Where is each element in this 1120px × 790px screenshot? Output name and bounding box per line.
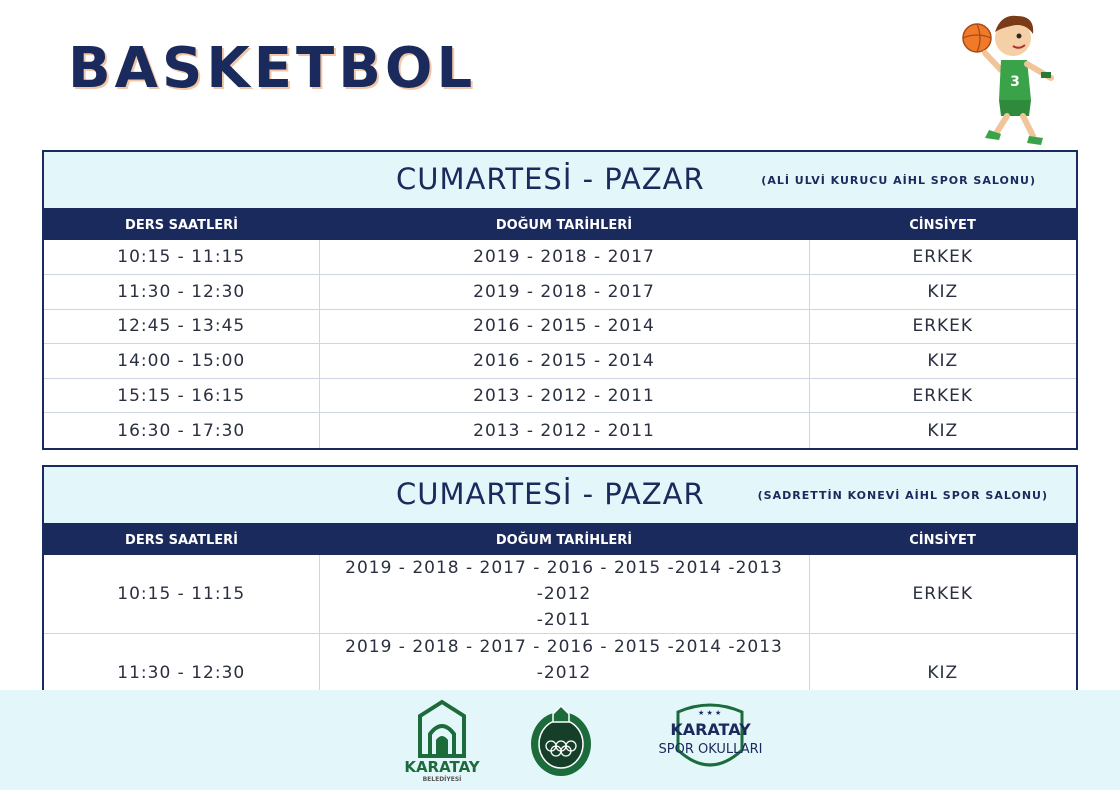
table-row	[44, 344, 1076, 379]
cell-gender: KIZ	[809, 275, 1076, 310]
cell-time: 12:45 - 13:45	[44, 309, 319, 344]
schedule-table-1	[42, 150, 1078, 450]
table-row	[44, 555, 1076, 634]
column-header-gender: CİNSİYET	[809, 525, 1076, 555]
table-header-row	[44, 210, 1076, 240]
cell-birth-years: 2016 - 2015 - 2014	[319, 309, 809, 344]
belediye-spor-emblem-icon	[527, 700, 595, 780]
cell-gender: ERKEK	[809, 240, 1076, 275]
page-title: BASKETBOL	[68, 36, 477, 101]
schedule-banner	[44, 152, 1076, 210]
karatay-logo-sub: BELEDİYESİ	[422, 776, 462, 783]
karatay-logo-name: KARATAY	[404, 758, 480, 776]
cell-time: 11:30 - 12:30	[44, 634, 319, 713]
column-header-time: DERS SAATLERİ	[44, 210, 319, 240]
spor-okullari-logo-sub: SPOR OKULLARI	[658, 742, 763, 757]
cell-gender: ERKEK	[809, 555, 1076, 634]
cell-gender: KIZ	[927, 420, 959, 441]
karatay-spor-okullari-logo	[638, 698, 783, 778]
table-row	[44, 275, 1076, 310]
cell-time: 10:15 - 11:15	[44, 555, 319, 634]
svg-text:3: 3	[1010, 74, 1020, 90]
table-row	[44, 240, 1076, 275]
cell-gender: ERKEK	[809, 309, 1076, 344]
column-header-birth-years: DOĞUM TARİHLERİ	[319, 525, 809, 555]
birth-years-line-2: -2011	[536, 610, 592, 630]
cell-gender: ERKEK	[809, 378, 1076, 413]
cell-gender: KIZ	[809, 344, 1076, 379]
basketball-player-mascot-icon	[955, 8, 1065, 148]
cell-birth-years: 2019 - 2018 - 2017	[319, 275, 809, 310]
table-row	[44, 309, 1076, 344]
schedule-day: CUMARTESİ - PAZAR	[396, 162, 705, 196]
cell-gender: KIZ	[927, 663, 959, 683]
schedule-grid	[44, 210, 1076, 448]
cell-birth-years: 2019 - 2018 - 2017	[319, 240, 809, 275]
schedule-day: CUMARTESİ - PAZAR	[396, 477, 705, 511]
birth-years-line-1: 2019 - 2018 - 2017 - 2016 - 2015 -2014 -2013 -2012	[345, 637, 783, 683]
cell-birth-years: 2016 - 2015 - 2014	[319, 344, 809, 379]
svg-text:★ ★ ★: ★ ★ ★	[698, 709, 722, 717]
schedule-banner	[44, 467, 1076, 525]
karatay-mosque-icon	[402, 698, 482, 760]
cell-time: 16:30 - 17:30	[44, 413, 319, 448]
column-header-gender: CİNSİYET	[809, 210, 1076, 240]
cell-birth-years: 2013 - 2012 - 2011	[319, 378, 809, 413]
cell-time: 14:00 - 15:00	[44, 344, 319, 379]
schedule-table-2	[42, 465, 1078, 714]
spor-okullari-logo-name: KARATAY	[670, 720, 751, 739]
karatay-municipality-logo	[402, 698, 482, 784]
schedule-grid	[44, 525, 1076, 712]
cell-time: 15:15 - 16:15	[44, 378, 319, 413]
column-header-time: DERS SAATLERİ	[44, 525, 319, 555]
footer-logo-bar	[0, 690, 1120, 790]
cell-time: 11:30 - 12:30	[44, 275, 319, 310]
table-header-row	[44, 525, 1076, 555]
schedule-venue: (ALİ ULVİ KURUCU AİHL SPOR SALONU)	[761, 174, 1036, 187]
schedule-venue: (SADRETTİN KONEVİ AİHL SPOR SALONU)	[757, 489, 1048, 502]
birth-years-line-1: 2019 - 2018 - 2017 - 2016 - 2015 -2014 -2013 -2012	[345, 558, 783, 604]
cell-birth-years	[319, 555, 809, 634]
table-row	[44, 413, 1076, 448]
cell-birth-years: 2013 - 2012 - 2011	[319, 413, 809, 448]
cell-time: 10:15 - 11:15	[44, 240, 319, 275]
column-header-birth-years: DOĞUM TARİHLERİ	[319, 210, 809, 240]
table-row	[44, 378, 1076, 413]
